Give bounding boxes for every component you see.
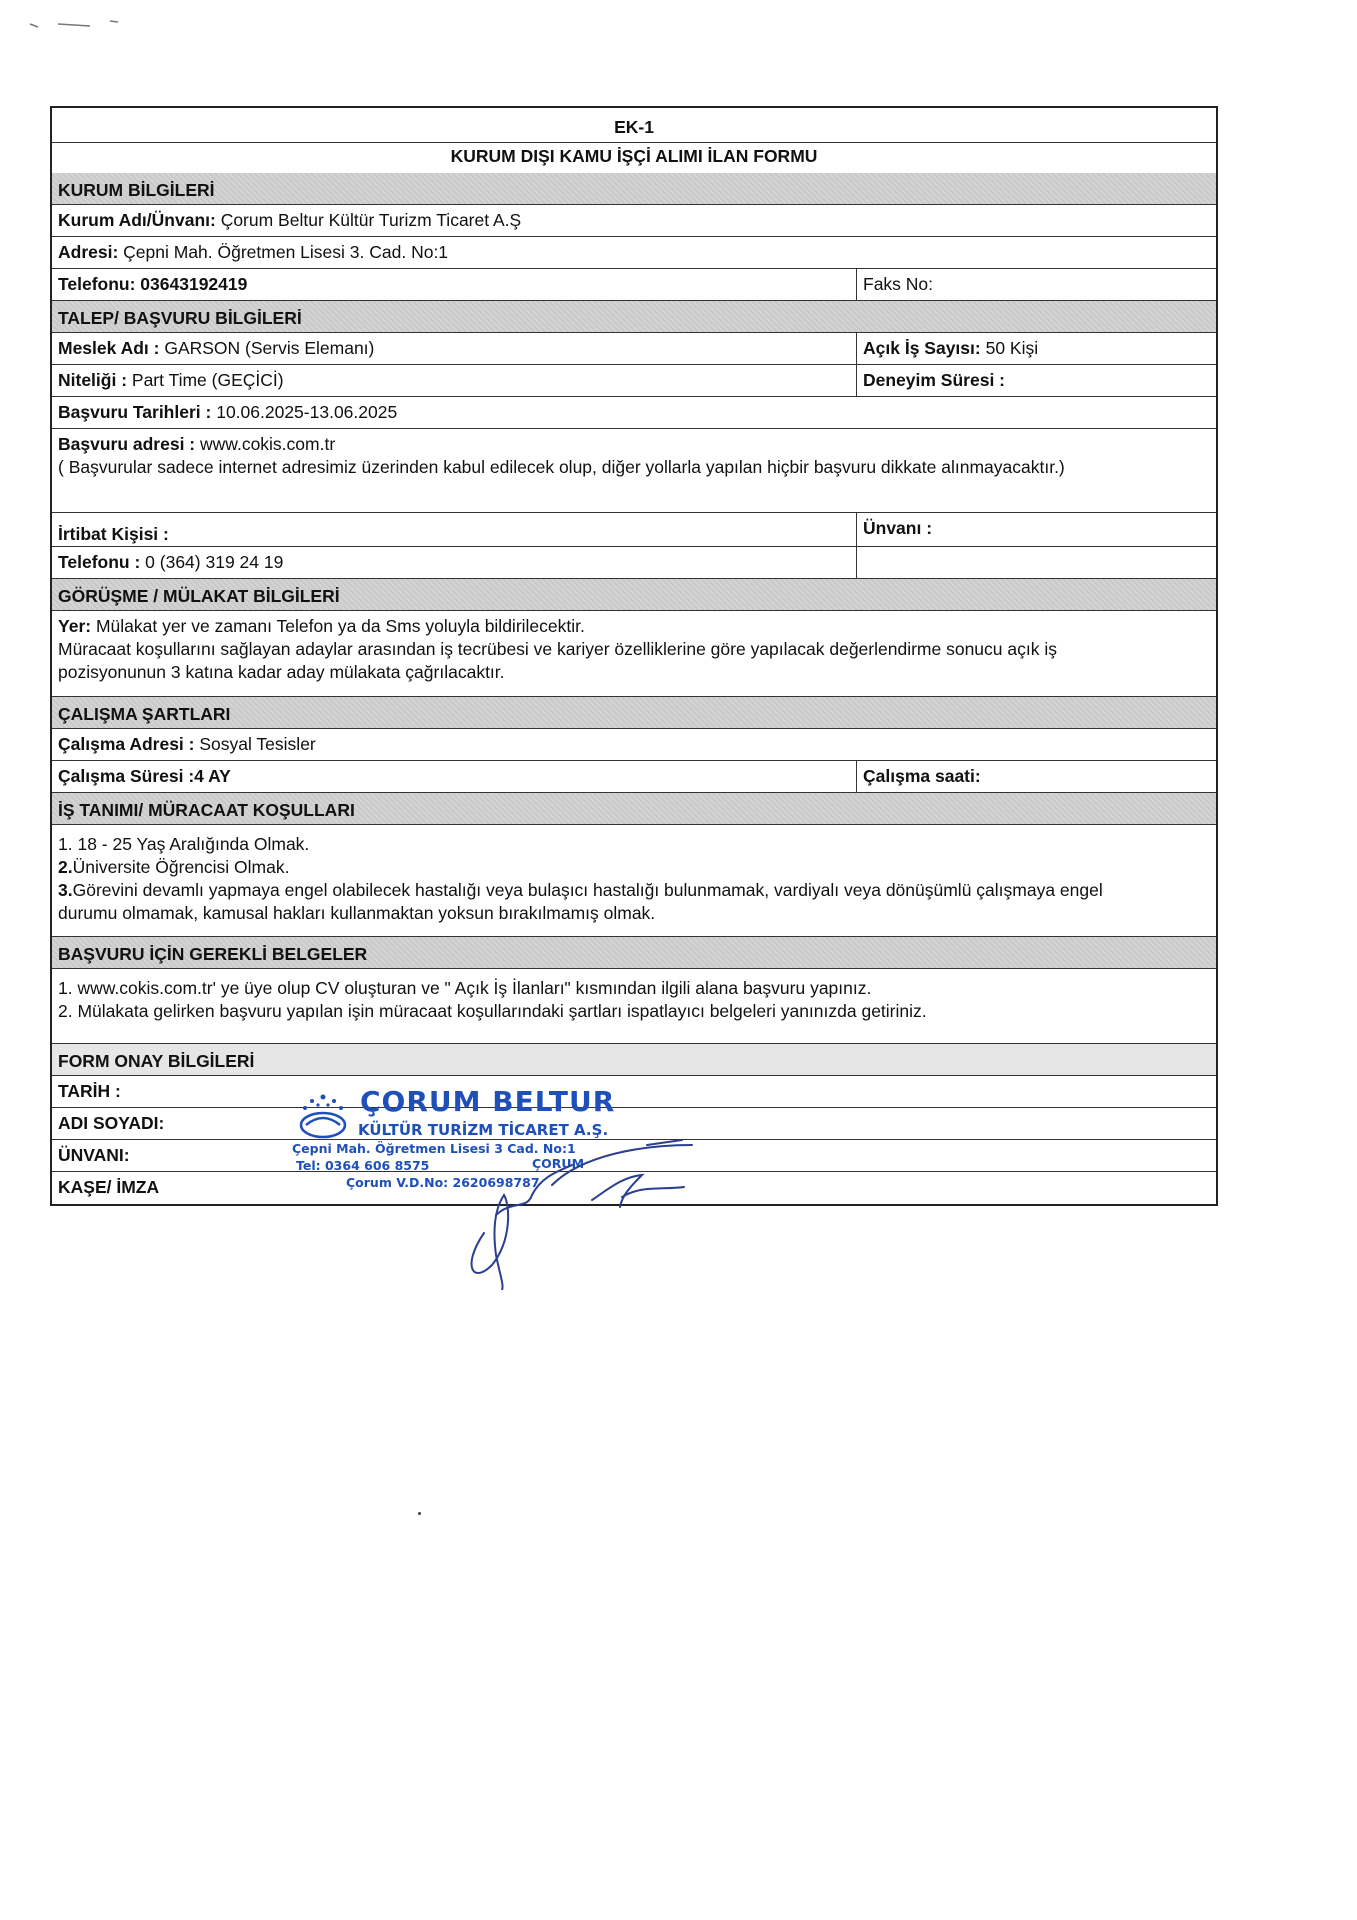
label: Adresi: — [58, 242, 119, 262]
annex-label: EK-1 — [52, 114, 1216, 143]
value: 50 Kişi — [980, 338, 1039, 358]
label: TARİH : — [58, 1081, 121, 1101]
row-mulakat — [52, 611, 1216, 697]
section-title: İŞ TANIMI/ MÜRACAAT KOŞULLARI — [58, 800, 355, 820]
row-meslek — [52, 333, 1216, 365]
label: Çalışma saati: — [863, 766, 981, 786]
label: Başvuru adresi : — [58, 434, 196, 454]
row-kurum-address — [52, 237, 1216, 269]
label: Çalışma Adresi : — [58, 734, 195, 754]
condition-item-cont: durumu olmamak, kamusal hakları kullanmaktan yoksun bırakılmamış olmak. — [58, 903, 656, 923]
section-title: TALEP/ BAŞVURU BİLGİLERİ — [58, 308, 302, 328]
label: Çalışma Süresi :4 AY — [58, 766, 231, 786]
text-line: Müracaat koşullarını sağlayan adaylar arasından iş tecrübesi ve kariyer özelliklerine göre yapılacak değerlendirme sonucu açık iş — [58, 639, 1057, 659]
row-basvuru-tarih — [52, 397, 1216, 429]
value: www.cokis.com.tr — [195, 434, 336, 454]
label: İrtibat Kişisi : — [58, 524, 169, 544]
fax-label: Faks No: — [863, 274, 934, 294]
row-belgeler — [52, 969, 1216, 1044]
form-header — [52, 108, 1216, 173]
label: Deneyim Süresi : — [863, 370, 1005, 390]
value: GARSON (Servis Elemanı) — [159, 338, 375, 358]
value: Çepni Mah. Öğretmen Lisesi 3. Cad. No:1 — [118, 242, 449, 262]
row-onay-kase — [52, 1172, 1216, 1204]
document-item: 2. Mülakata gelirken başvuru yapılan işin müracaat koşullarındaki şartları ispatlayıcı belgeleri yanınızda getiriniz. — [58, 1001, 927, 1021]
condition-item: Üniversite Öğrencisi Olmak. — [72, 857, 290, 877]
label: ADI SOYADI: — [58, 1113, 165, 1133]
row-basvuru-adres — [52, 429, 1216, 513]
section-talep — [52, 301, 1216, 333]
row-onay-unvan — [52, 1140, 1216, 1172]
value: Çorum Beltur Kültür Turizm Ticaret A.Ş — [215, 210, 522, 230]
label: Telefonu : — [58, 552, 141, 572]
section-kurum — [52, 173, 1216, 205]
phone-label: Telefonu: 03643192419 — [58, 274, 248, 294]
stamp-subtitle: KÜLTÜR TURİZM TİCARET A.Ş. — [358, 1121, 609, 1139]
item-number: 2. — [58, 857, 73, 877]
condition-item: Görevini devamlı yapmaya engel olabilecek hastalığı veya bulaşıcı hastalığı bulunmamak, vardiyalı veya dönüşümlü çalışmaya engel — [72, 880, 1103, 900]
section-is-tanimi — [52, 793, 1216, 825]
label: Ünvanı : — [863, 518, 933, 538]
section-gorusme — [52, 579, 1216, 611]
value: 0 (364) 319 24 19 — [140, 552, 284, 572]
basvuru-note: ( Başvurular sadece internet adresimiz üzerinden kabul edilecek olup, diğer yollarla yapılan hiçbir başvuru dikkate alınmayacaktır.) — [58, 457, 1065, 477]
label: Başvuru Tarihleri : — [58, 402, 212, 422]
label: Yer: — [58, 616, 92, 636]
row-kurum-phone — [52, 269, 1216, 301]
value: Sosyal Tesisler — [194, 734, 316, 754]
form-title: KURUM DIŞI KAMU İŞÇİ ALIMI İLAN FORMU — [450, 146, 818, 166]
scan-artifact — [28, 18, 123, 32]
section-title: KURUM BİLGİLERİ — [58, 180, 215, 200]
value: Mülakat yer ve zamanı Telefon ya da Sms yoluyla bildirilecektir. — [91, 616, 585, 636]
scan-speck — [418, 1512, 421, 1515]
job-posting-form — [50, 106, 1218, 1206]
label: Niteliği : — [58, 370, 128, 390]
stamp-tax-no: Çorum V.D.No: 2620698787 — [346, 1175, 540, 1190]
stamp-city: ÇORUM — [532, 1156, 585, 1171]
section-title: GÖRÜŞME / MÜLAKAT BİLGİLERİ — [58, 586, 340, 606]
label: Meslek Adı : — [58, 338, 160, 358]
stamp-phone: Tel: 0364 606 8575 — [296, 1158, 430, 1173]
row-calisma-sure — [52, 761, 1216, 793]
row-kosullar — [52, 825, 1216, 937]
value: Part Time (GEÇİCİ) — [127, 370, 284, 390]
section-belgeler — [52, 937, 1216, 969]
row-onay-adi — [52, 1108, 1216, 1140]
row-calisma-adres — [52, 729, 1216, 761]
condition-item: 1. 18 - 25 Yaş Aralığında Olmak. — [58, 834, 310, 854]
text-line: pozisyonunun 3 katına kadar aday mülakata çağrılacaktır. — [58, 662, 505, 682]
label: KAŞE/ İMZA — [58, 1177, 160, 1197]
row-irtibat-telefon — [52, 547, 1216, 579]
stamp-brand: ÇORUM BELTUR — [360, 1085, 616, 1118]
document-item: 1. www.cokis.com.tr' ye üye olup CV oluşturan ve " Açık İş İlanları" kısmından ilgili alana başvuru yapınız. — [58, 978, 872, 998]
section-calisma — [52, 697, 1216, 729]
section-title: BAŞVURU İÇİN GEREKLİ BELGELER — [58, 944, 368, 964]
label: Açık İş Sayısı: — [863, 338, 981, 358]
row-onay-tarih — [52, 1076, 1216, 1108]
row-kurum-name — [52, 205, 1216, 237]
section-title: ÇALIŞMA ŞARTLARI — [58, 704, 231, 724]
section-title: FORM ONAY BİLGİLERİ — [58, 1051, 255, 1071]
row-irtibat — [52, 513, 1216, 547]
item-number: 3. — [58, 880, 73, 900]
label: ÜNVANI: — [58, 1145, 130, 1165]
row-nitelik — [52, 365, 1216, 397]
label: Kurum Adı/Ünvanı: — [58, 210, 216, 230]
stamp-address: Çepni Mah. Öğretmen Lisesi 3 Cad. No:1 — [292, 1141, 576, 1156]
value: 10.06.2025-13.06.2025 — [211, 402, 398, 422]
section-onay — [52, 1044, 1216, 1076]
